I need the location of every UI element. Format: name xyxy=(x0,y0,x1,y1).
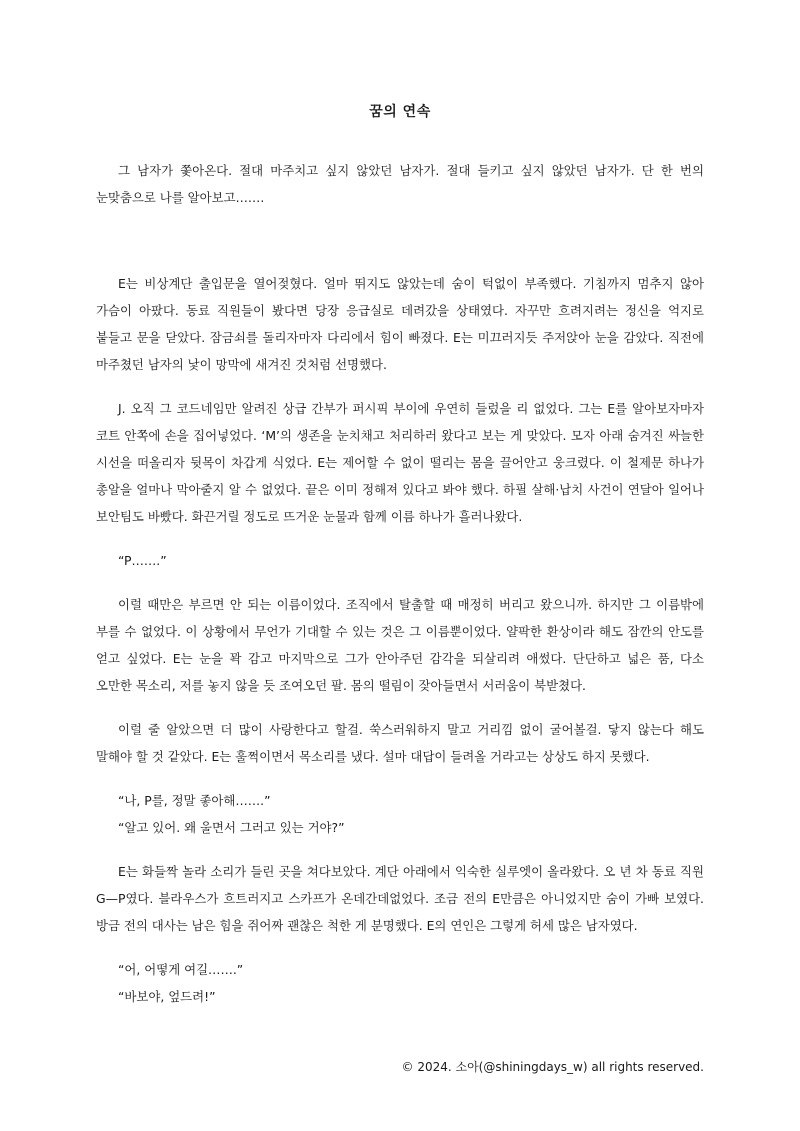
story-body xyxy=(96,157,704,1010)
dialogue-line-5: “바보야, 엎드려!” xyxy=(118,989,216,1004)
dialogue-line-2: “나, P를, 정말 좋아해…….” xyxy=(118,793,271,808)
dialogue-line-1: “P…….” xyxy=(118,553,167,568)
paragraph-2: J. 오직 그 코드네임만 알려진 상급 간부가 퍼시픽 부이에 우연히 들렀을 리 없었다. 그는 E를 알아보자마자 코트 안쪽에 손을 집어넣었다. ‘M’의 생존을 눈치채고 처리하러 왔다고 보는 게 맞았다. 모자 아래 숨겨진 싸늘한 시선을 떠올리자 뒷목이 차갑게 식었다. E는 제어할 수 없이 떨리는 몸을 끌어안고 웅크렸다. 이 철제문 하나가 총알을 얼마나 막아줄지 알 수 없었다. 끝은 이미 정해져 있다고 봐야 했다. 하필 살해·납치 사건이 연달아 일어나 보안팀도 바빴다. 화끈거릴 정도로 뜨거운 눈물과 함께 이름 하나가 흘러나왔다. xyxy=(96,401,704,524)
paragraph-3: 이럴 때만은 부르면 안 되는 이름이었다. 조직에서 탈출할 때 매정히 버리고 왔으니까. 하지만 그 이름밖에 부를 수 없었다. 이 상황에서 무언가 기대할 수 있는 것은 그 이름뿐이었다. 얄팍한 환상이라 해도 잠깐의 안도를 얻고 싶었다. E는 눈을 꽉 감고 마지막으로 그가 안아주던 감각을 되살리려 애썼다. 단단하고 넓은 품, 다소 오만한 목소리, 저를 놓지 않을 듯 조여오던 팔. 몸의 떨림이 잦아들면서 서러움이 북받쳤다. xyxy=(96,597,704,693)
dialogue-line-4: “어, 어떻게 여길…….” xyxy=(118,962,244,977)
paragraph-intro: 그 남자가 쫓아온다. 절대 마주치고 싶지 않았던 남자가. 절대 들키고 싶지 않았던 남자가. 단 한 번의 눈맞춤으로 나를 알아보고……. xyxy=(96,163,704,205)
dialogue-line-3: “알고 있어. 왜 울면서 그러고 있는 거야?” xyxy=(118,820,345,835)
copyright-notice: © 2024. 소아(@shiningdays_w) all rights reserved. xyxy=(401,1060,704,1074)
paragraph-5: E는 화들짝 놀라 소리가 들린 곳을 쳐다보았다. 계단 아래에서 익숙한 실루엣이 올라왔다. 오 년 차 동료 직원 G—P였다. 블라우스가 흐트러지고 스카프가 온데간데없었다. 조금 전의 E만큼은 아니었지만 숨이 가빠 보였다. 방금 전의 대사는 남은 힘을 쥐어짜 괜찮은 척한 게 분명했다. E의 연인은 그렇게 허세 많은 남자였다. xyxy=(96,864,704,933)
paragraph-1: E는 비상계단 출입문을 열어젖혔다. 얼마 뛰지도 않았는데 숨이 턱없이 부족했다. 기침까지 멈추지 않아 가슴이 아팠다. 동료 직원들이 봤다면 당장 응급실로 데려갔을 상태였다. 자꾸만 흐려지려는 정신을 억지로 붙들고 문을 닫았다. 잠금쇠를 돌리자마자 다리에서 힘이 빠졌다. E는 미끄러지듯 주저앉아 눈을 감았다. 직전에 마주쳤던 남자의 낯이 망막에 새겨진 것처럼 선명했다. xyxy=(96,276,704,372)
paragraph-4: 이럴 줄 알았으면 더 많이 사랑한다고 할걸. 쑥스러워하지 말고 거리낌 없이 굴어볼걸. 닿지 않는다 해도 말해야 할 것 같았다. E는 훌쩍이면서 목소리를 냈다. 설마 대답이 들려올 거라고는 상상도 하지 못했다. xyxy=(96,722,704,764)
document-title: 꿈의 연속 xyxy=(369,104,431,120)
